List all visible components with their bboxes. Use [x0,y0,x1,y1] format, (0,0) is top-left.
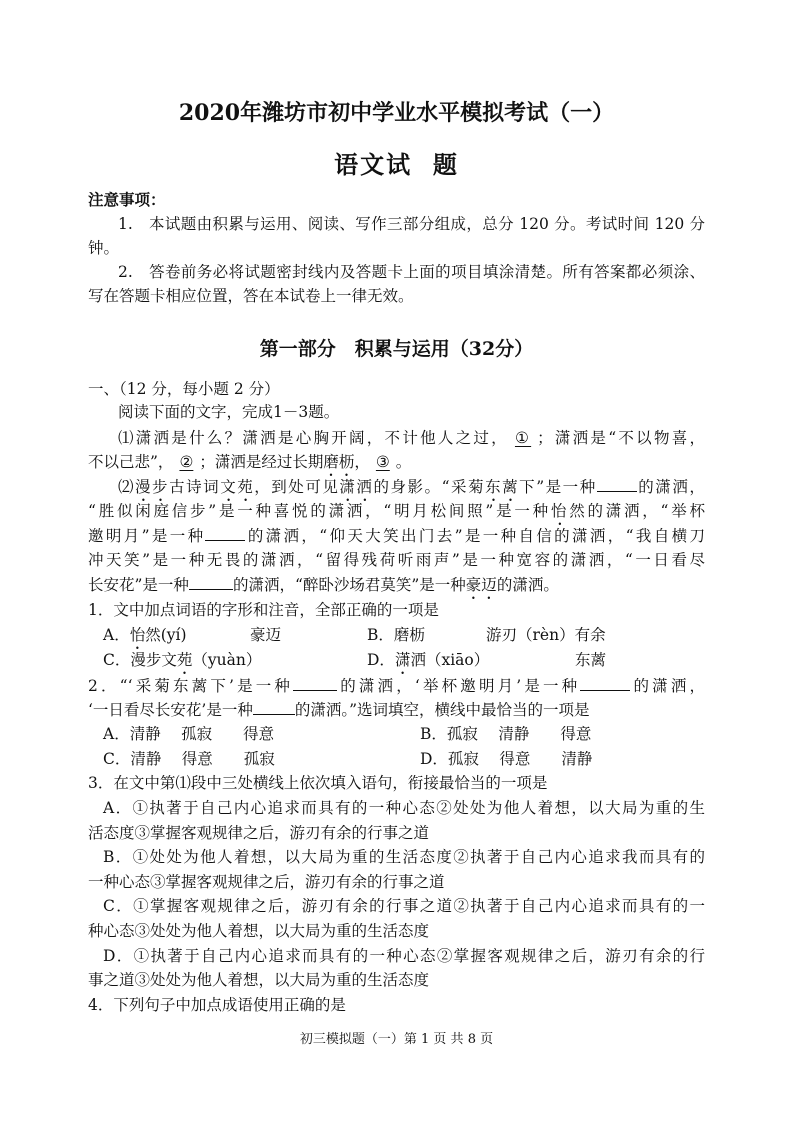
text-segment: 邀明月”是一种 [88,527,206,545]
text-segment: D．孤寂 得意 清静 [420,750,593,768]
text-line [103,649,720,678]
text-segment: 的潇洒。 [496,576,559,594]
notice-item-1: 1. 本试题由积累与运用、阅读、写作三部分组成，总分 120 分。考试时间 120 分 [118,215,705,233]
text-segment: 游刃（rèn）有余 [486,626,606,644]
text-segment: ⑵ [118,478,136,496]
numbered-blank: ② [179,453,194,471]
answer-blank [597,476,637,492]
option-column [420,723,591,745]
text-line [103,846,705,868]
numbered-blank: ③ [375,453,390,471]
answer-blank [580,675,630,691]
text-line [103,945,705,967]
text-segment: 一种心态③掌握客观规律之后，游刃有余的行事之道 [88,873,445,891]
text-line [88,378,280,400]
text-segment: B．磨枥 [367,626,425,644]
text-segment: ；潇洒是经过长期 [199,453,324,471]
text-segment: 活态度③掌握客观规律之后，游刃有余的行事之道 [88,824,430,842]
option-column [367,624,425,646]
emphasized-word: 潇洒 [339,478,374,496]
text-segment: B．孤寂 清静 得意 [420,725,592,743]
notice-heading: 注意事项： [88,190,166,209]
text-segment: 古诗词 [169,478,221,496]
text-segment: A． [103,626,130,644]
text-line [103,748,720,770]
text-segment: 1．文中加点词语的字形和注音，全部正确的一项是 [88,601,439,619]
emphasized-word: 潇 [394,651,411,669]
text-line [88,871,445,893]
text-segment: 豪迈 [250,626,282,644]
option-column [575,649,606,671]
emphasized-word: 东蓠 [485,478,520,496]
answer-blank [293,675,337,691]
text-segment: 的潇洒。”选词填空，横线中最恰当的一项是 [294,701,590,719]
text-segment: 的潇洒，‘举杯邀明月’是一种 [337,677,581,695]
text-segment: 不以己悲”， [88,453,174,471]
text-segment: C．①掌握客观规律之后，游刃有余的行事之道②执著于自己内心追求而具有的一 [103,897,705,915]
text-segment: 长安花”是一种 [88,576,189,594]
option-column [367,649,489,678]
answer-blank [189,574,233,590]
notice-item-1-cont: 钟。 [88,239,120,257]
notice-item-2: 2. 答卷前务必将试题密封线内及答题卡上面的项目填涂清楚。所有答案都必须涂、 [118,263,705,281]
text-segment: 下”是一种 [519,478,597,496]
answer-blank [253,699,295,715]
text-segment: A．①执著于自己内心追求而具有的一种心态②处处为他人着想，以大局为重的生 [103,799,705,817]
exam-title: 2020年潍坊市初中学业水平模拟考试（一） [178,100,615,126]
text-segment: 的潇洒，“仰天大笑出门去”是一种自信的潇洒，“我自横刀 [245,527,705,545]
text-segment: A．清静 孤寂 得意 [103,725,275,743]
text-line [88,549,705,571]
text-line [88,969,429,991]
text-line [88,599,439,621]
text-segment: ；潇洒是“不以物喜， [537,429,705,447]
answer-blank [205,525,245,541]
text-line [118,427,705,449]
option-column [250,624,281,646]
emphasized-word: 怡 [129,626,146,644]
exam-subtitle: 语文试 题 [334,150,459,179]
text-segment: C．漫步 [103,651,162,669]
text-line [88,994,346,1016]
text-segment: 。 [395,453,412,471]
text-line [103,723,720,745]
text-segment: 的潇洒， [636,478,705,496]
text-line [118,401,339,423]
text-segment: ， [354,453,370,471]
text-line [88,822,429,844]
emphasized-word: 苑 [176,651,193,669]
text-line [103,895,705,917]
text-segment: 种心态③处处为他人着想，以大局为重的生活态度 [88,922,430,940]
page-footer: 初三模拟题（一）第 1 页 共 8 页 [299,1032,494,1047]
text-segment: 一、（12 分，每小题 2 分） [88,380,280,398]
notice-item-2-cont: 写在答题卡相应位置，答在本试卷上一律无效。 [88,287,414,305]
text-segment: ⑴潇洒是什么？潇洒是心胸开阔，不计他人之过， [118,429,509,447]
text-segment: 的潇洒，“醉卧沙场君莫笑”是一种 [232,576,466,594]
text-segment: 阅读下面的文字，完成1－3题。 [118,403,340,421]
numbered-blank: ① [514,429,532,447]
text-line [88,699,590,721]
text-segment: B．①处处为他人着想，以大局为重的生活态度②执著于自己内心追求我而具有的 [103,848,705,866]
text-segment: 东蓠 [575,651,607,669]
text-segment: ‘一日看尽长安花’是一种 [88,701,253,719]
text-segment: 4．下列句子中加点成语使用正确的是 [88,996,346,1014]
text-segment: “胜似闲庭信步”是一种喜悦的潇洒，“明月松间照”是一种 [88,502,551,520]
text-segment: ，到处可见 [254,478,340,496]
text-segment: 的身影。“采菊 [373,478,486,496]
text-segment: 的潇洒， [630,677,706,695]
text-segment: 事之道③处处为他人着想，以大局为重的生活态度 [88,971,430,989]
text-segment: 2．“‘采菊东蓠下’是一种 [88,677,294,695]
text-segment: 然的潇洒，“举杯 [569,502,705,520]
emphasized-word: 豪迈 [465,576,497,594]
text-segment: C．清静 得意 孤寂 [103,750,275,768]
text-line [103,797,705,819]
text-segment: D．①执著于自己内心追求而具有的一种心态②掌握客观规律之后，游刃有余的行 [103,947,705,965]
text-segment: D． [367,651,395,669]
text-line [88,920,429,942]
text-segment: 3．在文中第⑴段中三处横线上依次填入语句，衔接最恰当的一项是 [88,774,548,792]
emphasized-word: 磨枥 [323,453,355,471]
text-segment: 冲天笑”是一种无畏的潇洒，“留得残荷听雨声”是一种宽容的潇洒，“一日看尽 [88,551,705,569]
text-segment: 文 [161,651,177,669]
text-segment: （yuàn） [192,651,262,669]
emphasized-word: 怡 [550,502,570,520]
text-line [88,525,705,547]
option-column [420,748,592,770]
emphasized-word: 文苑 [220,478,255,496]
text-segment: 然(yí) [145,626,187,644]
emphasized-word: 漫步 [135,478,170,496]
text-line [88,772,547,794]
text-line [88,675,705,697]
section-heading: 第一部分 积累与运用（32分） [259,338,534,360]
option-column [486,624,606,646]
text-segment: 洒（xiāo） [410,651,490,669]
